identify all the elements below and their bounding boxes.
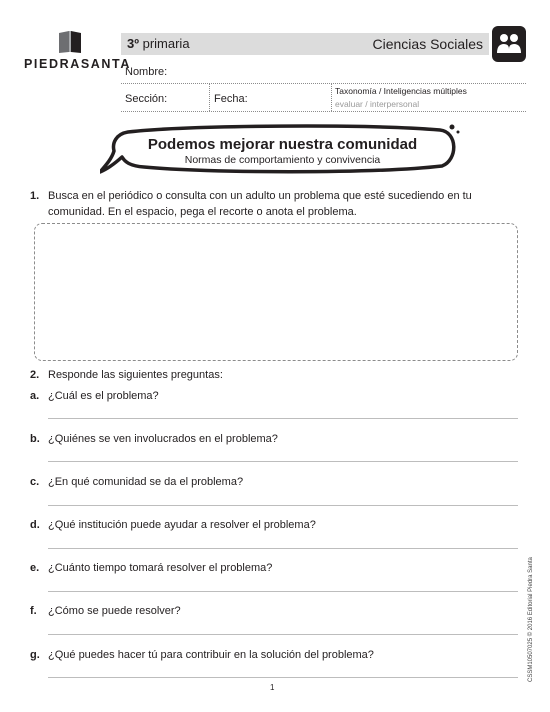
answer-line[interactable] <box>48 591 518 592</box>
answer-line[interactable] <box>48 677 518 678</box>
sub-letter: e. <box>30 562 40 574</box>
sub-letter: a. <box>30 390 40 402</box>
copyright-note: CSSM10507025 © 2016 Editorial Piedra Santa <box>528 557 534 682</box>
sub-letter: b. <box>30 433 40 445</box>
divider <box>331 84 332 111</box>
grade-label: 3º primaria <box>127 36 190 51</box>
sub-text: ¿Cuánto tiempo tomará resolver el problema? <box>48 562 273 574</box>
name-row <box>121 58 526 84</box>
sub-letter: g. <box>30 649 40 661</box>
header-bar <box>121 33 489 55</box>
sub-text: ¿Quiénes se ven involucrados en el problema? <box>48 433 278 445</box>
taxonomy-values: evaluar / interpersonal <box>335 99 420 109</box>
page-title: Podemos mejorar nuestra comunidad <box>147 136 418 153</box>
sub-letter: d. <box>30 519 40 531</box>
page-number: 1 <box>270 683 275 692</box>
people-icon <box>492 26 526 62</box>
answer-line[interactable] <box>48 461 518 462</box>
sub-text: ¿Cuál es el problema? <box>48 390 159 402</box>
page-subtitle: Normas de comportamiento y convivencia <box>184 154 381 166</box>
taxonomy-label: Taxonomía / Inteligencias múltiples <box>335 86 467 96</box>
publisher-logo <box>24 30 131 71</box>
question-1 <box>30 188 520 220</box>
sub-text: ¿Qué puedes hacer tú para contribuir en la solución del problema? <box>48 649 374 661</box>
answer-line[interactable] <box>48 505 518 506</box>
date-label: Fecha: <box>214 93 248 105</box>
publisher-name: PIEDRASANTA <box>24 57 131 71</box>
book-logo-icon <box>57 30 83 54</box>
question-number: 2. <box>30 369 40 381</box>
question-text: Responde las siguientes preguntas: <box>48 369 223 381</box>
name-label: Nombre: <box>125 66 168 78</box>
sub-text: ¿Cómo se puede resolver? <box>48 605 181 617</box>
question-text: Busca en el periódico o consulta con un adulto un problema que esté sucediendo en tu comunidad. En el espacio, pega el recorte o anota el problema. <box>48 190 472 218</box>
sub-letter: c. <box>30 476 40 488</box>
sub-text: ¿En qué comunidad se da el problema? <box>48 476 244 488</box>
divider <box>209 84 210 111</box>
subject-title: Ciencias Sociales <box>372 36 483 52</box>
answer-line[interactable] <box>48 418 518 419</box>
section-label: Sección: <box>125 93 168 105</box>
sub-letter: f. <box>30 605 37 617</box>
answer-box[interactable] <box>34 223 518 361</box>
question-number: 1. <box>30 190 40 202</box>
title-banner <box>100 122 465 182</box>
answer-line[interactable] <box>48 548 518 549</box>
sub-text: ¿Qué institución puede ayudar a resolver el problema? <box>48 519 316 531</box>
section-row <box>121 84 526 112</box>
answer-line[interactable] <box>48 634 518 635</box>
question-2 <box>30 367 520 383</box>
